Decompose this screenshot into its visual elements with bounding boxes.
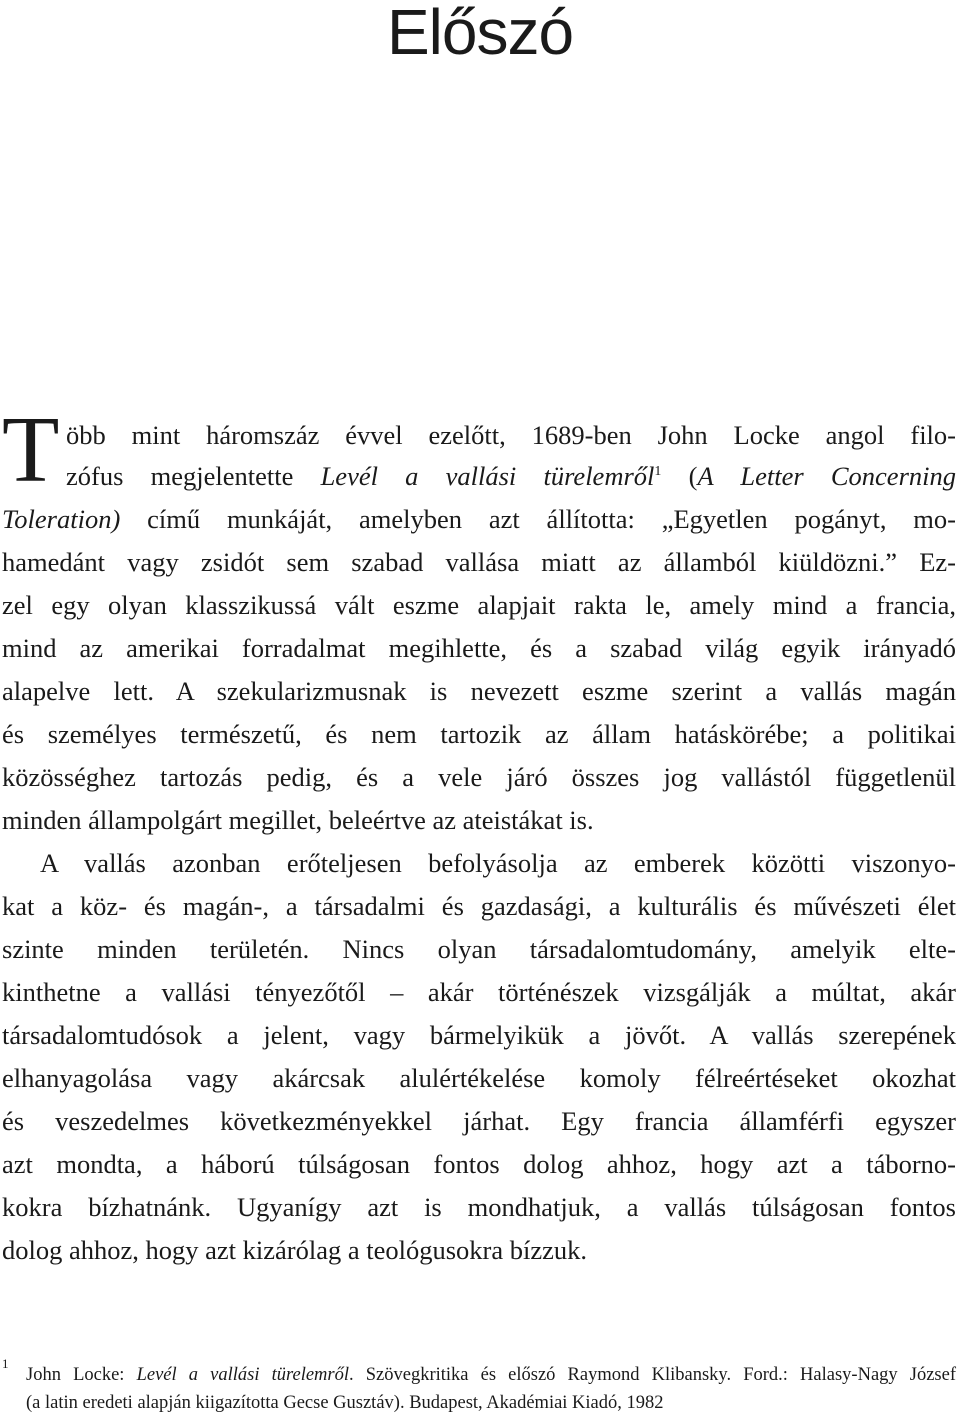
body-line: Toleration) című munkáját, amelyben azt állította: „Egyetlen pogányt, mo- (2, 504, 956, 534)
body-line: alapelve lett. A szekularizmusnak is nevezett eszme szerint a vallás magán (2, 676, 956, 706)
body-line: zel egy olyan klasszikussá vált eszme alapjait rakta le, amely mind a francia, (2, 590, 956, 620)
body-line: társadalomtudósok a jelent, vagy bármelyikük a jövőt. A vallás szerepének (2, 1020, 956, 1050)
body-line: és veszedelmes következményekkel járhat. Egy francia államférfi egyszer (2, 1106, 956, 1136)
body-line: A vallás azonban erőteljesen befolyásolja az emberek közötti viszonyo- (40, 848, 956, 878)
drop-cap: T (2, 398, 60, 502)
footnote-marker: 1 (654, 464, 662, 479)
body-line: kinthetne a vallási tényezőtől – akár történészek vizsgálják a múltat, akár (2, 977, 956, 1007)
body-line: azt mondta, a háború túlságosan fontos dolog ahhoz, hogy azt a táborno- (2, 1149, 956, 1179)
body-line: mind az amerikai forradalmat megihlette, és a szabad világ egyik irányadó (2, 633, 956, 663)
page-title: Előszó (386, 0, 574, 68)
body-line: elhanyagolása vagy akárcsak alulértékelése komoly félreértéseket okozhat (2, 1063, 956, 1093)
body-line: hamedánt vagy zsidót sem szabad vallása miatt az államból kiüldözni.” Ez- (2, 547, 956, 577)
body-line: kokra bízhatnánk. Ugyanígy azt is mondhatjuk, a vallás túlságosan fontos (2, 1192, 956, 1222)
footnote-line: (a latin eredeti alapján kiigazította Gecse Gusztáv). Budapest, Akadémiai Kiadó, 1982 (26, 1393, 664, 1413)
body-line: szinte minden területén. Nincs olyan társadalomtudomány, amelyik elte- (2, 934, 956, 964)
body-line: zófus megjelentette Levél a vallási türelemről$^1$ (A Letter Concerning (66, 461, 956, 491)
body-line: közösséghez tartozás pedig, és a vele járó összes jog vallástól függetlenül (2, 762, 956, 792)
body-line: kat a köz- és magán-, a társadalmi és gazdasági, a kulturális és művészeti élet (2, 891, 956, 921)
footnote-line: John Locke: Levél a vallási türelemről. Szövegkritika és előszó Raymond Klibansky. Ford.: Halasy-Nagy József (26, 1365, 957, 1385)
body-line: öbb mint háromszáz évvel ezelőtt, 1689-ben John Locke angol filo- (66, 420, 956, 450)
footnote-number: 1 (2, 1356, 9, 1371)
body-line: és személyes természetű, és nem tartozik az állam hatáskörébe; a politikai (2, 719, 956, 749)
body-line: minden állampolgárt megillet, beleértve az ateistákat is. (2, 805, 594, 835)
body-line: dolog ahhoz, hogy azt kizárólag a teológusokra bízzuk. (2, 1235, 588, 1265)
